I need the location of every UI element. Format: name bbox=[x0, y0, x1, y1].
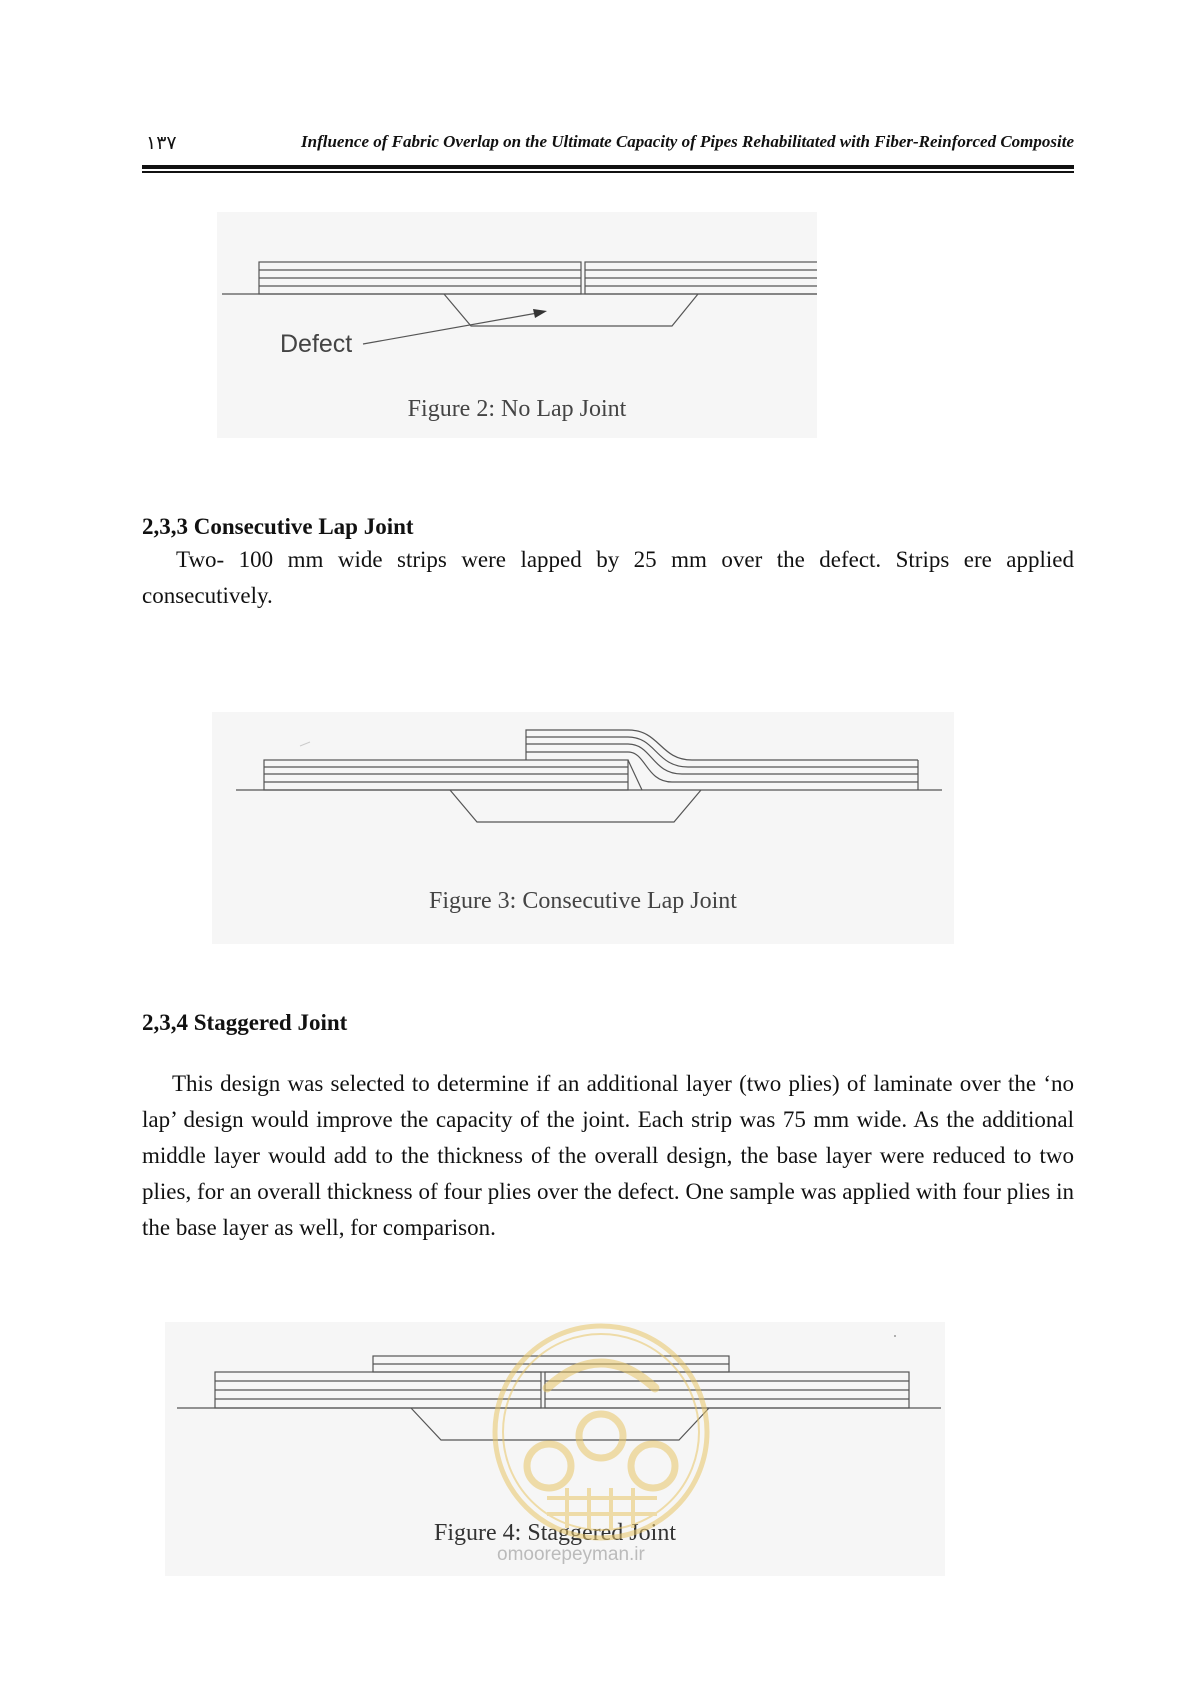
paragraph-234-text: This design was selected to determine if an additional layer (two plies) of laminate over the ‘no lap’ design would improve the capacity of the joint. Each strip was 75 mm wide. As the additional middle layer would add to the thickness of the overall design, the base layer were reduced to two plies, for an overall thickness of four plies over the defect. One sample was applied with four plies in the base layer as well, for comparison. bbox=[142, 1071, 1074, 1240]
figure-4-caption: Figure 4: Staggered Joint bbox=[434, 1520, 676, 1546]
paragraph-233 bbox=[142, 542, 1074, 614]
paragraph-234 bbox=[142, 1066, 1074, 1246]
figure-2 bbox=[217, 212, 817, 438]
section-heading-233: 2,3,3 Consecutive Lap Joint bbox=[142, 514, 414, 539]
watermark-seal bbox=[487, 1318, 715, 1546]
section-heading-234: 2,3,4 Staggered Joint bbox=[142, 1010, 348, 1035]
header-rule-thin bbox=[142, 171, 1074, 173]
watermark-text: omoorepeyman.ir bbox=[497, 1544, 645, 1565]
paragraph-233-text: Two- 100 mm wide strips were lapped by 25 mm over the defect. Strips ere applied consecutively. bbox=[142, 547, 1074, 608]
figure-2-caption: Figure 2: No Lap Joint bbox=[407, 396, 627, 422]
header-rule bbox=[142, 165, 1074, 169]
figure-3 bbox=[212, 712, 954, 944]
page-header bbox=[142, 130, 1074, 160]
defect-label: Defect bbox=[280, 330, 353, 358]
page-number: ۱۳۷ bbox=[146, 133, 177, 154]
running-title: Influence of Fabric Overlap on the Ultimate Capacity of Pipes Rehabilitated with Fiber-Reinforced Composite bbox=[301, 132, 1074, 151]
figure-3-caption: Figure 3: Consecutive Lap Joint bbox=[429, 888, 737, 914]
